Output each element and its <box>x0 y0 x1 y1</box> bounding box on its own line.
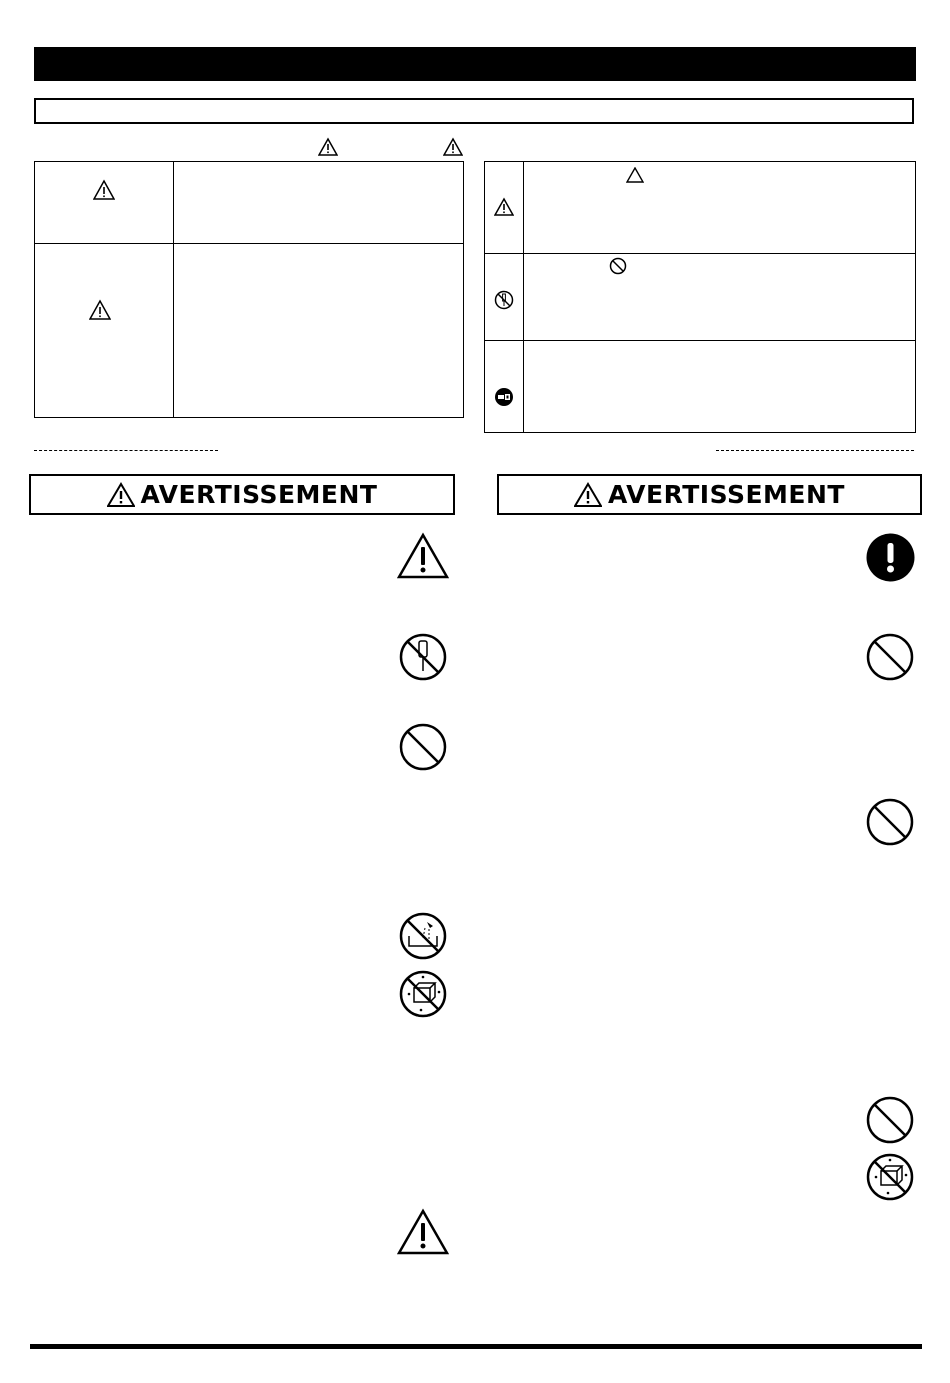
warning-banner-right <box>497 474 922 515</box>
no-disassemble-icon <box>494 290 514 310</box>
mandatory-action-icon <box>866 533 915 582</box>
warning-triangle-icon <box>318 137 338 157</box>
warning-banner-label: AVERTISSEMENT <box>140 480 378 509</box>
caution-triangle-outline-icon <box>626 167 644 183</box>
prohibited-icon <box>866 798 914 846</box>
warning-banner-left <box>29 474 455 515</box>
prohibited-icon <box>609 257 627 275</box>
warning-triangle-icon <box>107 482 135 508</box>
warning-triangle-icon <box>93 179 115 201</box>
no-wet-icon <box>399 970 447 1018</box>
no-disassemble-icon <box>399 633 447 681</box>
section-divider <box>716 450 914 451</box>
footer-rule <box>30 1344 922 1349</box>
subtitle-bar <box>34 98 914 124</box>
warning-triangle-icon <box>89 299 111 321</box>
warning-triangle-icon <box>397 532 449 580</box>
title-bar <box>34 47 916 81</box>
prohibited-icon <box>399 723 447 771</box>
prohibited-icon <box>866 633 914 681</box>
warning-triangle-icon <box>397 1208 449 1256</box>
warning-banner-label: AVERTISSEMENT <box>608 480 845 509</box>
symbol-legend-table-right <box>484 161 916 433</box>
no-water-icon <box>399 912 447 960</box>
warning-triangle-icon <box>574 482 602 508</box>
warning-triangle-icon <box>494 197 514 217</box>
prohibited-icon <box>866 1096 914 1144</box>
warning-triangle-icon <box>443 137 463 157</box>
no-wet-icon <box>866 1153 914 1201</box>
unplug-icon <box>494 387 514 407</box>
section-divider <box>34 450 218 451</box>
symbol-legend-table-left <box>34 161 464 418</box>
